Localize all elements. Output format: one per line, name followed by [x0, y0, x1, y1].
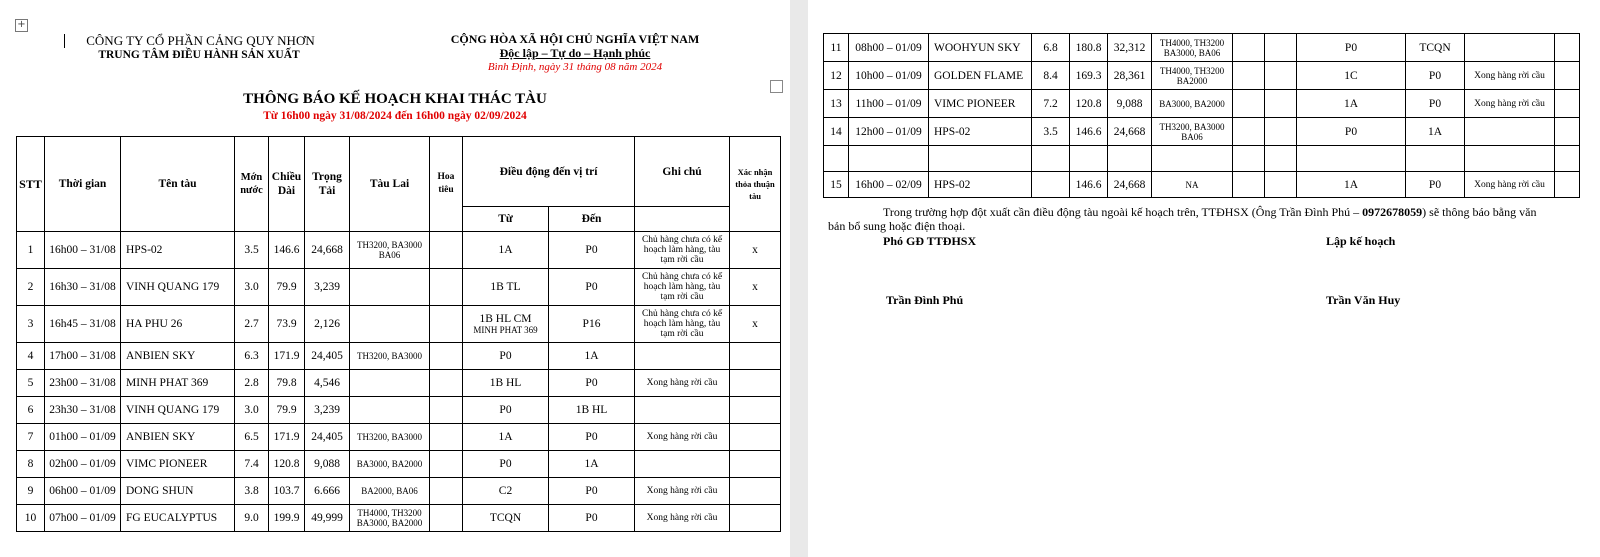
cell-confirm: x: [730, 232, 781, 269]
cell-time: 08h00 – 01/09: [849, 34, 929, 62]
footer-note-tail: ) sẽ thông báo bằng văn bản bổ sung hoặc điện thoại.: [828, 205, 1537, 233]
national-header: [425, 32, 725, 74]
table-row: [824, 172, 1580, 198]
cell-note: Xong hàng rời cầu: [635, 424, 730, 451]
cell-tug: TH3200, BA3000: [350, 424, 430, 451]
cell-draft: 7.2: [1032, 90, 1070, 118]
cell-tug: BA3000, BA2000: [1152, 90, 1233, 118]
cell-to: P0: [549, 478, 635, 505]
cell-extra1: [1233, 90, 1265, 118]
cell-tonnage: 49,999: [305, 505, 350, 532]
cell-from: P0: [1297, 118, 1406, 146]
cell-length: 199.9: [269, 505, 305, 532]
cell-extra2: [1265, 90, 1297, 118]
checkbox-icon[interactable]: [770, 80, 783, 93]
cell-draft: 6.8: [1032, 34, 1070, 62]
cell-pilot: [430, 397, 463, 424]
cell-from: 1A: [1297, 172, 1406, 198]
cell-tug: [350, 397, 430, 424]
cell-extra1: [1233, 172, 1265, 198]
cell-extra2: [1265, 62, 1297, 90]
cell-note: Xong hàng rời cầu: [635, 370, 730, 397]
cell-tug: TH4000, TH3200 BA2000: [1152, 62, 1233, 90]
cell-draft: 2.7: [235, 306, 269, 343]
cell-from: 1A: [463, 232, 549, 269]
table-row: [17, 424, 781, 451]
cell-time: 02h00 – 01/09: [45, 451, 121, 478]
cell-time: 16h45 – 31/08: [45, 306, 121, 343]
cell-tonnage: 24,668: [1108, 118, 1152, 146]
cell-ship: MINH PHAT 369: [121, 370, 235, 397]
company-name: CÔNG TY CỔ PHẦN CẢNG QUY NHƠN: [64, 34, 334, 48]
cell-from: 1C: [1297, 62, 1406, 90]
cell-length: 120.8: [1070, 90, 1108, 118]
ship-plan-table-continued: [823, 33, 1580, 198]
nation-motto: Độc lập – Tự do – Hạnh phúc: [499, 46, 651, 60]
signer-right-name: Trần Văn Huy: [1326, 293, 1401, 307]
cell-pilot: [430, 232, 463, 269]
cell-draft: 9.0: [235, 505, 269, 532]
from-location: 1B HL CM: [479, 313, 532, 325]
ship-plan-table: [16, 136, 781, 532]
header-confirm: Xác nhận thỏa thuận tàu: [730, 137, 781, 232]
cell-tonnage: 24,405: [305, 424, 350, 451]
cell-ship: WOOHYUN SKY: [929, 34, 1032, 62]
header-note-sub: [635, 207, 730, 232]
cell-note: [1465, 34, 1555, 62]
header-move: Điều động đến vị trí: [463, 137, 635, 207]
cell-to: 1A: [549, 343, 635, 370]
header-tug: Tàu Lai: [350, 137, 430, 232]
document-date: Bình Định, ngày 31 tháng 08 năm 2024: [487, 61, 663, 73]
cell-to: 1B HL: [549, 397, 635, 424]
cell-confirm: [730, 343, 781, 370]
table-row: [17, 451, 781, 478]
cell-note: Xong hàng rời cầu: [1465, 62, 1555, 90]
cell-stt: 2: [17, 269, 45, 306]
cell-from: P0: [463, 451, 549, 478]
cell-stt: 7: [17, 424, 45, 451]
cell-time: 17h00 – 31/08: [45, 343, 121, 370]
cell-pilot: [430, 306, 463, 343]
cell-stt: 12: [824, 62, 849, 90]
cell-confirm: [1555, 118, 1580, 146]
cell-from: P0: [463, 397, 549, 424]
cell-ship: VINH QUANG 179: [121, 269, 235, 306]
cell-to: P0: [1406, 172, 1465, 198]
cell-tonnage: 24,668: [305, 232, 350, 269]
cell-extra2: [1265, 118, 1297, 146]
header-note: Ghi chú: [635, 137, 730, 207]
cell-to: P0: [549, 505, 635, 532]
cell-ship: HPS-02: [929, 172, 1032, 198]
cell-confirm: [730, 505, 781, 532]
cell-length: 180.8: [1070, 34, 1108, 62]
cell-ship: HPS-02: [929, 118, 1032, 146]
table-row: [824, 62, 1580, 90]
company-header: [64, 34, 334, 62]
cell-note: Chủ hàng chưa có kế hoạch làm hàng, tàu tạm rời cầu: [635, 232, 730, 269]
cell-to: P16: [549, 306, 635, 343]
cell-pilot: [430, 269, 463, 306]
cell-tonnage: 9,088: [305, 451, 350, 478]
cell-stt: 6: [17, 397, 45, 424]
cell-stt: 3: [17, 306, 45, 343]
cell-time: [849, 146, 929, 172]
cell-length: 169.3: [1070, 62, 1108, 90]
signer-right-title: Lập kế hoạch: [1326, 234, 1396, 248]
cell-tug: BA3000, BA2000: [350, 451, 430, 478]
cell-tug: [1152, 146, 1233, 172]
table-row: [17, 478, 781, 505]
cell-tonnage: 9,088: [1108, 90, 1152, 118]
cell-draft: 3.0: [235, 269, 269, 306]
cell-confirm: [1555, 172, 1580, 198]
cell-tonnage: 3,239: [305, 269, 350, 306]
signer-left-name: Trần Đình Phú: [886, 293, 964, 307]
cell-tug: NA: [1152, 172, 1233, 198]
cell-from: TCQN: [463, 505, 549, 532]
footer-note: [828, 205, 1548, 233]
cell-tug: [350, 269, 430, 306]
cell-note: Xong hàng rời cầu: [635, 505, 730, 532]
document-page-1: [0, 0, 790, 557]
cell-length: 73.9: [269, 306, 305, 343]
cell-extra1: [1233, 118, 1265, 146]
header-ship: Tên tàu: [121, 137, 235, 232]
cell-tonnage: 2,126: [305, 306, 350, 343]
cell-ship: VINH QUANG 179: [121, 397, 235, 424]
cell-tonnage: 32,312: [1108, 34, 1152, 62]
cell-ship: VIMC PIONEER: [121, 451, 235, 478]
cell-confirm: x: [730, 269, 781, 306]
document-page-2: [808, 0, 1600, 557]
cell-from: 1B HL: [463, 370, 549, 397]
cell-tonnage: 28,361: [1108, 62, 1152, 90]
cell-time: 11h00 – 01/09: [849, 90, 929, 118]
cell-length: 146.6: [1070, 172, 1108, 198]
cell-to: P0: [1406, 90, 1465, 118]
document-title: THÔNG BÁO KẾ HOẠCH KHAI THÁC TÀU: [243, 91, 547, 107]
cell-draft: 8.4: [1032, 62, 1070, 90]
cell-time: 16h30 – 31/08: [45, 269, 121, 306]
cell-note: [1465, 118, 1555, 146]
table-row: [824, 118, 1580, 146]
cell-to: 1A: [549, 451, 635, 478]
cell-from: C2: [463, 478, 549, 505]
cell-ship: ANBIEN SKY: [121, 343, 235, 370]
cell-confirm: [1555, 34, 1580, 62]
cell-tonnage: 24,668: [1108, 172, 1152, 198]
cell-ship: [929, 146, 1032, 172]
cell-stt: 9: [17, 478, 45, 505]
cell-tug: TH3200, BA3000 BA06: [350, 232, 430, 269]
cell-confirm: [1555, 90, 1580, 118]
cell-tug: TH3200, BA3000: [350, 343, 430, 370]
table-move-handle-icon[interactable]: +: [15, 19, 28, 32]
cell-to: P0: [1406, 62, 1465, 90]
cell-stt: 1: [17, 232, 45, 269]
cell-draft: 6.3: [235, 343, 269, 370]
table-row: [17, 306, 781, 343]
cell-length: 146.6: [269, 232, 305, 269]
cell-tug: TH4000, TH3200 BA3000, BA2000: [350, 505, 430, 532]
cell-extra1: [1233, 62, 1265, 90]
cell-draft: 6.5: [235, 424, 269, 451]
cell-tonnage: 6.666: [305, 478, 350, 505]
cell-tonnage: 4,546: [305, 370, 350, 397]
cell-draft: [1032, 172, 1070, 198]
cell-length: 79.8: [269, 370, 305, 397]
cell-extra2: [1265, 34, 1297, 62]
cell-tonnage: [1108, 146, 1152, 172]
table-row: [17, 269, 781, 306]
cell-pilot: [430, 505, 463, 532]
cell-pilot: [430, 343, 463, 370]
header-time: Thời gian: [45, 137, 121, 232]
cell-confirm: [730, 424, 781, 451]
cell-tug: BA2000, BA06: [350, 478, 430, 505]
cell-confirm: [730, 370, 781, 397]
cell-from: P0: [1297, 34, 1406, 62]
footer-phone: 0972678059: [1362, 205, 1423, 219]
table-row: [824, 34, 1580, 62]
cell-tug: [350, 370, 430, 397]
cell-confirm: [730, 478, 781, 505]
cell-length: [1070, 146, 1108, 172]
cell-draft: 3.5: [235, 232, 269, 269]
cell-time: 07h00 – 01/09: [45, 505, 121, 532]
table-row: [824, 146, 1580, 172]
table-row: [17, 343, 781, 370]
table-row: [17, 370, 781, 397]
cell-note: Xong hàng rời cầu: [1465, 172, 1555, 198]
cell-note: Chủ hàng chưa có kế hoạch làm hàng, tàu tạm rời cầu: [635, 306, 730, 343]
cell-tonnage: 3,239: [305, 397, 350, 424]
cell-time: 01h00 – 01/09: [45, 424, 121, 451]
cell-ship: VIMC PIONEER: [929, 90, 1032, 118]
cell-draft: 2.8: [235, 370, 269, 397]
header-to: Đến: [549, 207, 635, 232]
cell-time: 12h00 – 01/09: [849, 118, 929, 146]
cell-confirm: x: [730, 306, 781, 343]
cell-stt: 11: [824, 34, 849, 62]
footer-note-text: Trong trường hợp đột xuất cần điều động tàu ngoài kế hoạch trên, TTĐHSX (Ông Trần Đình Phú –: [883, 205, 1363, 219]
cell-length: 171.9: [269, 424, 305, 451]
cell-confirm: [1555, 62, 1580, 90]
cell-note: [635, 343, 730, 370]
cell-tug: TH4000, TH3200 BA3000, BA06: [1152, 34, 1233, 62]
cell-ship: DONG SHUN: [121, 478, 235, 505]
header-draft: Mớn nước: [235, 137, 269, 232]
cell-time: 23h30 – 31/08: [45, 397, 121, 424]
cell-confirm: [730, 397, 781, 424]
cell-stt: 5: [17, 370, 45, 397]
cell-pilot: [430, 478, 463, 505]
cell-note: [635, 451, 730, 478]
cell-to: P0: [549, 370, 635, 397]
cell-time: 23h00 – 31/08: [45, 370, 121, 397]
cell-to: 1A: [1406, 118, 1465, 146]
signer-left-title: Phó GĐ TTĐHSX: [883, 234, 977, 248]
cell-time: 16h00 – 31/08: [45, 232, 121, 269]
cell-note: [635, 397, 730, 424]
cell-draft: 3.5: [1032, 118, 1070, 146]
cell-ship: HA PHU 26: [121, 306, 235, 343]
cell-draft: 3.0: [235, 397, 269, 424]
from-location-extra: MINH PHAT 369: [473, 325, 538, 335]
cell-stt: 15: [824, 172, 849, 198]
cell-extra2: [1265, 146, 1297, 172]
cell-to: P0: [549, 424, 635, 451]
cell-from: 1B TL: [463, 269, 549, 306]
cell-from: [1297, 146, 1406, 172]
cell-note: [1465, 146, 1555, 172]
company-department: TRUNG TÂM ĐIỀU HÀNH SẢN XUẤT: [98, 49, 300, 61]
header-tonnage: Trọng Tải: [305, 137, 350, 232]
cell-time: 16h00 – 02/09: [849, 172, 929, 198]
cell-pilot: [430, 370, 463, 397]
cell-ship: FG EUCALYPTUS: [121, 505, 235, 532]
cell-length: 146.6: [1070, 118, 1108, 146]
cell-stt: [824, 146, 849, 172]
header-length: Chiều Dài: [269, 137, 305, 232]
cell-length: 79.9: [269, 397, 305, 424]
document-subtitle: Từ 16h00 ngày 31/08/2024 đến 16h00 ngày 02/09/2024: [263, 110, 527, 122]
table-row: [17, 397, 781, 424]
cell-confirm: [1555, 146, 1580, 172]
cell-length: 79.9: [269, 269, 305, 306]
cell-to: P0: [549, 232, 635, 269]
cell-to: [1406, 146, 1465, 172]
cell-from: P0: [463, 343, 549, 370]
cell-length: 171.9: [269, 343, 305, 370]
cell-from: [463, 306, 549, 343]
cell-stt: 4: [17, 343, 45, 370]
cell-extra2: [1265, 172, 1297, 198]
cell-to: P0: [549, 269, 635, 306]
cell-confirm: [730, 451, 781, 478]
cell-draft: 3.8: [235, 478, 269, 505]
header-from: Từ: [463, 207, 549, 232]
cell-draft: 7.4: [235, 451, 269, 478]
cell-length: 103.7: [269, 478, 305, 505]
cell-stt: 10: [17, 505, 45, 532]
cell-length: 120.8: [269, 451, 305, 478]
cell-ship: GOLDEN FLAME: [929, 62, 1032, 90]
header-pilot: Hoa tiêu: [430, 137, 463, 232]
cell-time: 06h00 – 01/09: [45, 478, 121, 505]
cell-note: Chủ hàng chưa có kế hoạch làm hàng, tàu tạm rời cầu: [635, 269, 730, 306]
cell-from: 1A: [1297, 90, 1406, 118]
cell-tug: TH3200, BA3000 BA06: [1152, 118, 1233, 146]
cell-stt: 13: [824, 90, 849, 118]
cell-extra1: [1233, 34, 1265, 62]
cell-from: 1A: [463, 424, 549, 451]
cell-ship: HPS-02: [121, 232, 235, 269]
header-stt: STT: [17, 137, 45, 232]
cell-time: 10h00 – 01/09: [849, 62, 929, 90]
cell-stt: 8: [17, 451, 45, 478]
nation-name: CỘNG HÒA XÃ HỘI CHỦ NGHĨA VIỆT NAM: [450, 32, 700, 46]
cell-stt: 14: [824, 118, 849, 146]
cell-to: TCQN: [1406, 34, 1465, 62]
cell-note: Xong hàng rời cầu: [1465, 90, 1555, 118]
cell-extra1: [1233, 146, 1265, 172]
cell-pilot: [430, 451, 463, 478]
cell-tug: [350, 306, 430, 343]
cell-draft: [1032, 146, 1070, 172]
cell-tonnage: 24,405: [305, 343, 350, 370]
cell-note: Xong hàng rời cầu: [635, 478, 730, 505]
cell-pilot: [430, 424, 463, 451]
table-row: [17, 505, 781, 532]
cell-ship: ANBIEN SKY: [121, 424, 235, 451]
table-row: [17, 232, 781, 269]
table-row: [824, 90, 1580, 118]
